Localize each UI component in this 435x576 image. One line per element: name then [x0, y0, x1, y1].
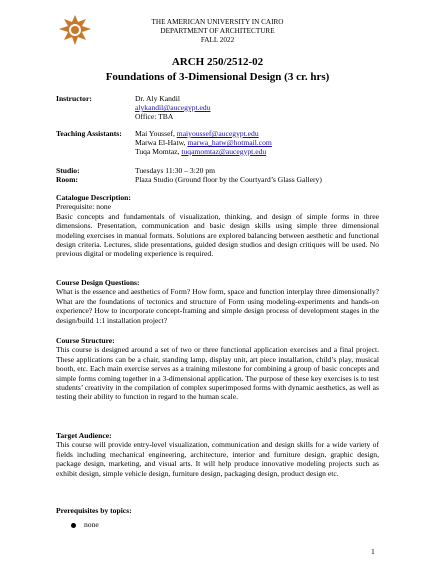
room-value: Plaza Studio (Ground floor by the Courtyard’s Glass Gallery): [135, 175, 322, 184]
catalogue-section: [56, 193, 379, 259]
structure-body: This course is designed around a set of two or three functional application exercises and a final project. These applications can be a chair, standing lamp, display unit, art piece installation, child’s play, musical booth, etc. Each main exercise serves as a training milestone for combining a group of basic concepts and simple forms coming together in a 3-dimensional application. The purpose of these key exercises is to test students’ creativity in the compilation of complex superimposed forms with dynamic aesthetics, as well as testing their ability to function in regard to the human scale.: [56, 345, 379, 402]
ta-row: [135, 147, 266, 156]
department-name: DEPARTMENT OF ARCHITECTURE: [160, 27, 275, 35]
ta-email-link[interactable]: tuqamomtaz@aucegypt.edu: [181, 147, 267, 156]
course-title: Foundations of 3-Dimensional Design (3 cr. hrs): [105, 71, 330, 83]
questions-section: [56, 278, 379, 325]
tas-label: Teaching Assistants:: [56, 129, 122, 138]
ta-name: Mai Youssef,: [135, 129, 175, 138]
instructor-email-link[interactable]: alykandil@aucegypt.edu: [135, 103, 211, 112]
prereq-topics-section: [56, 506, 379, 515]
section-heading: Course Design Questions:: [56, 278, 140, 287]
ta-email-link[interactable]: marwa_hatw@hotmail.com: [187, 138, 272, 147]
bullet-icon: [71, 523, 76, 528]
list-item-text: none: [84, 520, 99, 529]
instructor-name: Dr. Aly Kandil: [135, 94, 180, 103]
questions-body: What is the essence and aesthetics of Form? How form, space and function interplay three dimensionally? What are the foundations of tectonics and structure of Form using modeling-experiments and hands-on experience? How to incorporate concept-framing and simple design process of development stages in the design/build 1:1 installation project?: [56, 287, 379, 325]
instructor-label: Instructor:: [56, 94, 92, 103]
section-heading: Target Audience:: [56, 431, 112, 440]
catalogue-body: Basic concepts and fundamentals of visualization, thinking, and design of simple forms in three dimensions. Presentation, communication and basic design skills using simple three dimensional modeling exercises in manual formats. Solutions are explored balancing between aesthetic and functional design criteria. Lectures, slide presentations, guided design studios and design critiques will be used. No previous digital or modeling experience is required.: [56, 211, 379, 259]
section-heading: Catalogue Description:: [56, 193, 131, 202]
ta-email-link[interactable]: maiyoussef@aucegypt.edu: [176, 129, 259, 138]
ta-name: Tuqa Momtaz,: [135, 147, 180, 156]
room-label: Room:: [56, 175, 78, 184]
page-number: 1: [371, 547, 375, 556]
instructor-office: Office: TBA: [135, 112, 174, 121]
studio-label: Studio:: [56, 166, 80, 175]
section-heading: Prerequisites by topics:: [56, 506, 132, 515]
ta-row: [135, 138, 272, 147]
ta-name: Marwa El-Hatw,: [135, 138, 186, 147]
audience-body: This course will provide entry-level visualization, communication and design skills for a wide variety of fields including mechanical engineering, architecture, interior and furniture design, graphic design, package design, marketing, and visual arts. It will help produce innovative modeling projects such as exhibit design, simple vehicle design, furniture design, packaging design, product design etc.: [56, 440, 379, 478]
list-item: [71, 520, 99, 529]
audience-section: [56, 431, 379, 478]
university-name: THE AMERICAN UNIVERSITY IN CAIRO: [151, 18, 284, 26]
ta-row: [135, 129, 259, 138]
studio-time: Tuesdays 11:30 – 3:20 pm: [135, 166, 216, 175]
section-heading: Course Structure:: [56, 336, 115, 345]
term: FALL 2022: [200, 36, 235, 44]
prerequisite-text: Prerequisite: none: [56, 202, 112, 212]
structure-section: [56, 336, 379, 402]
course-code: ARCH 250/2512-02: [171, 56, 264, 68]
